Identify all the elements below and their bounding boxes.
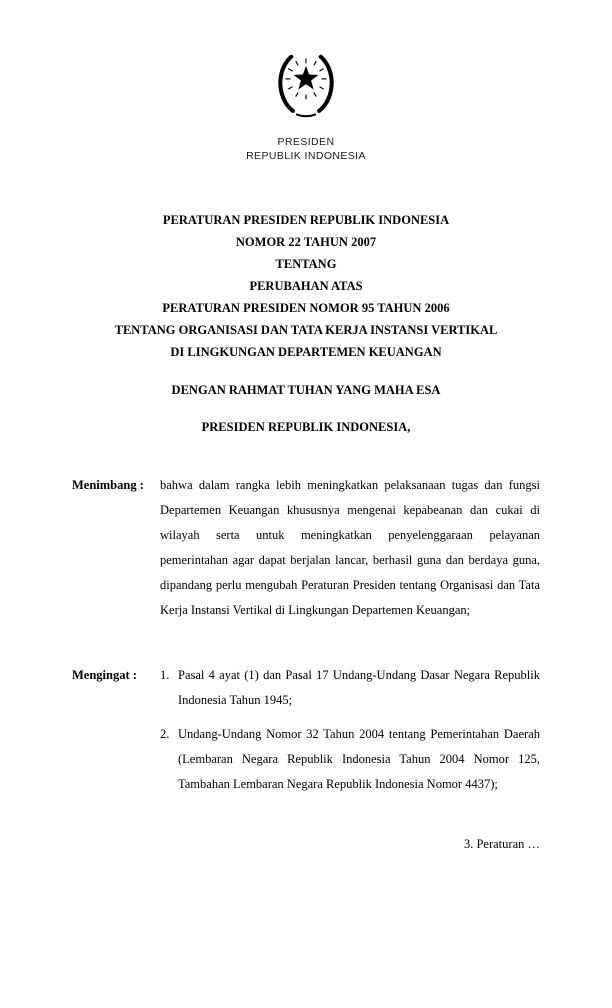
title-line: TENTANG ORGANISASI DAN TATA KERJA INSTANSI VERTIKAL — [114, 323, 498, 337]
invocation-line: DENGAN RAHMAT TUHAN YANG MAHA ESA — [171, 383, 441, 397]
considering-label: Menimbang : — [72, 478, 144, 492]
letterhead-line-presiden: PRESIDEN — [277, 136, 335, 148]
considering-text: bahwa dalam rangka lebih meningkatkan pelaksanaan tugas dan fungsi Departemen Keuangan khususnya mengenai kepabeanan dan cukai di wilayah serta untuk meningkatkan penyelenggaraan pelayanan pemerintahan agar dapat berjalan lancar, berhasil guna dan berdaya guna, dipandang perlu mengubah Peraturan Presiden tentang Organisasi dan Tata Kerja Instansi Vertikal di Lingkungan Departemen Keuangan; — [160, 478, 540, 617]
considering-clause — [72, 473, 540, 623]
list-item — [160, 663, 540, 713]
recalling-label: Mengingat : — [72, 668, 137, 682]
list-item-text: Pasal 4 ayat (1) dan Pasal 17 Undang-Undang Dasar Negara Republik Indonesia Tahun 1945; — [178, 668, 540, 707]
presidential-seal-icon — [265, 42, 347, 129]
page-catchword: 3. Peraturan … — [463, 837, 540, 851]
letterhead-emblem — [72, 42, 540, 129]
list-item-text: Undang-Undang Nomor 32 Tahun 2004 tentang Pemerintahan Daerah (Lembaran Negara Republik Indonesia Tahun 2004 Nomor 125, Tambahan Lembaran Negara Republik Indonesia Nomor 4437); — [178, 727, 540, 791]
title-line: PERATURAN PRESIDEN NOMOR 95 TAHUN 2006 — [162, 301, 450, 315]
list-item-number: 2. — [160, 727, 170, 741]
document-content — [72, 0, 540, 852]
letterhead-line-republik: REPUBLIK INDONESIA — [246, 150, 366, 162]
list-item — [160, 722, 540, 797]
title-line: DI LINGKUNGAN DEPARTEMEN KEUANGAN — [170, 345, 442, 359]
regulation-title-block — [72, 209, 540, 363]
title-line: PERATURAN PRESIDEN REPUBLIK INDONESIA — [162, 213, 450, 227]
title-line: TENTANG — [275, 257, 337, 271]
recalling-clause — [72, 663, 540, 797]
recalling-list — [160, 663, 540, 797]
title-line: PERUBAHAN ATAS — [249, 279, 363, 293]
authority-line: PRESIDEN REPUBLIK INDONESIA, — [201, 420, 411, 434]
letterhead-text — [72, 135, 540, 163]
list-item-number: 1. — [160, 668, 170, 682]
title-line-number: NOMOR 22 TAHUN 2007 — [235, 235, 377, 249]
